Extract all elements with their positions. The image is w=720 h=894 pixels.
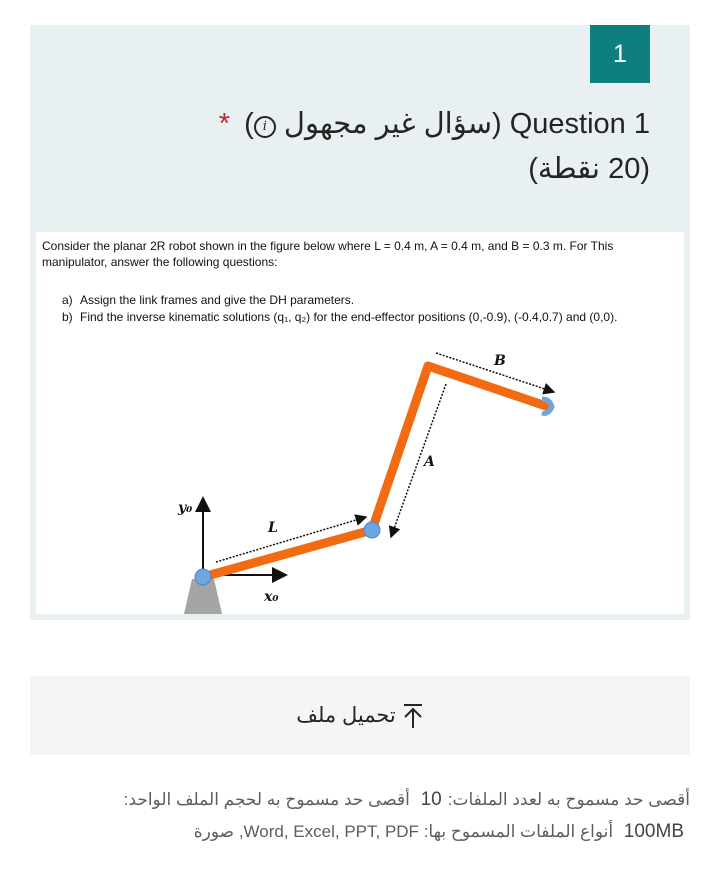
link-2 (372, 366, 428, 530)
question-points: (20 نقطة) (528, 153, 650, 185)
question-image (36, 232, 684, 614)
question-title (219, 104, 650, 144)
anonymous-note-close: ) (244, 108, 254, 140)
max-size-value: 100MB (623, 821, 684, 842)
question-number: 1 (613, 39, 627, 68)
upload-label: تحميل ملف (296, 704, 396, 727)
max-size-label: أقصى حد مسموح به لحجم الملف الواحد: (123, 790, 410, 809)
info-icon[interactable]: i (254, 116, 276, 138)
item-label: a) (62, 293, 73, 307)
joint-elbow (364, 522, 380, 538)
label-B: B (494, 353, 506, 369)
link-1 (203, 530, 372, 577)
question-title-text: Question 1 (509, 108, 650, 140)
label-y0: y₀ (178, 500, 193, 516)
question-number-badge (590, 25, 650, 83)
max-files-label: أقصى حد مسموح به لعدد الملفات: (447, 790, 690, 809)
robot-figure (36, 232, 684, 614)
max-files-value: 10 (420, 789, 442, 810)
upload-arrow-icon (402, 703, 424, 729)
required-mark: * (218, 108, 231, 140)
question-intro: Consider the planar 2R robot shown in the figure below where L = 0.4 m, A = 0.4 m, and B = 0.3 m. For This manipulator, answer the following questions: (42, 239, 614, 269)
upload-limits (30, 784, 690, 848)
label-x0: x₀ (264, 589, 279, 605)
upload-file-button[interactable] (30, 676, 690, 755)
label-A: A (424, 454, 435, 470)
limits-row-1 (30, 784, 690, 816)
label-L: L (268, 520, 278, 536)
item-text: Find the inverse kinematic solutions (q₁, q₂) for the end-effector positions (0,-0.9), (-0.4,0.7) and (0,0). (80, 310, 618, 324)
limits-row-2 (30, 816, 690, 848)
types-value: Word, Excel, PPT, PDF, صورة (193, 822, 419, 841)
joint-base (195, 569, 211, 585)
anonymous-note: (سؤال غير مجهول (283, 108, 502, 140)
item-text: Assign the link frames and give the DH parameters. (80, 293, 355, 307)
types-label: أنواع الملفات المسموح بها: (423, 822, 614, 841)
item-label: b) (62, 310, 73, 324)
